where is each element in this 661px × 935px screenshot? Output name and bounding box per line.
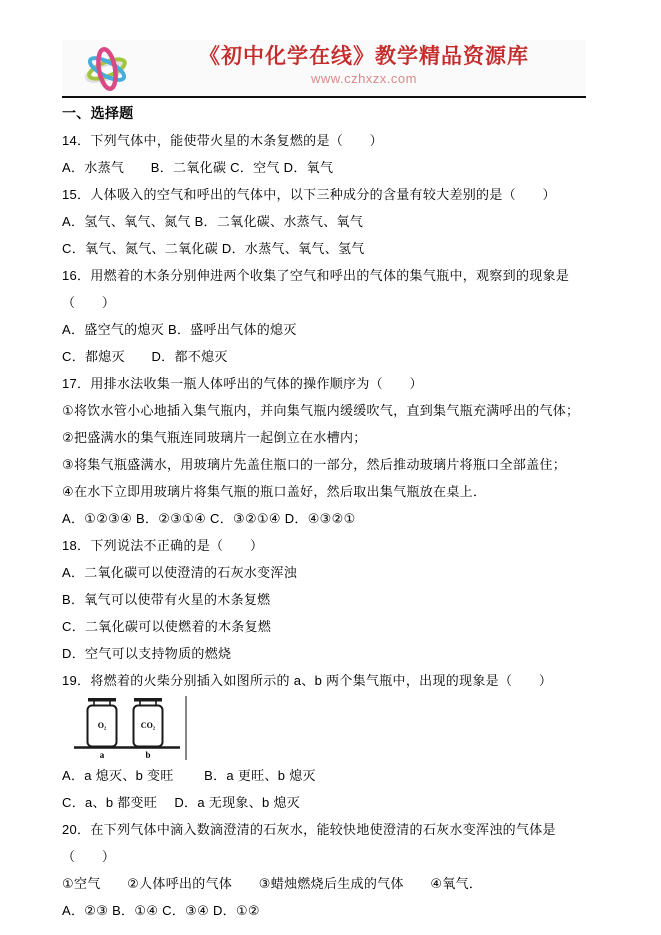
q17-step1: ①将饮水管小心地插入集气瓶内，并向集气瓶内缓缓吹气，直到集气瓶充满呼出的气体； (62, 403, 580, 418)
bottle-a (88, 698, 117, 747)
q17-step2: ②把盛满水的集气瓶连同玻璃片一起倒立在水槽内； (62, 430, 367, 445)
q17-options: A．①②③④ B．②③①④ C．③②①④ D．④③②① (62, 511, 356, 526)
bottle-a-label: O₂ (97, 721, 107, 730)
q17-step3: ③将集气瓶盛满水，用玻璃片先盖住瓶口的一部分，然后推动玻璃片将瓶口全部盖住； (62, 457, 567, 472)
atom-logo-icon (80, 43, 132, 95)
q15-options-ab: A．氢气、氧气、氮气 B．二氧化碳、水蒸气、氧气 (62, 214, 364, 229)
q20-items: ①空气 ②人体呼出的气体 ③蜡烛燃烧后生成的气体 ④氧气． (62, 876, 483, 891)
q19-options-cd: C．a、b 都变旺 D．a 无现象、b 熄灭 (62, 795, 301, 810)
q14-stem: 14．下列气体中，能使带火星的木条复燃的是（ ） (62, 133, 383, 148)
q19-stem: 19．将燃着的火柴分别插入如图所示的 a、b 两个集气瓶中，出现的现象是（ ） (62, 673, 553, 688)
bottle-b-lid (134, 698, 162, 702)
bottle-b-label: CO₂ (140, 721, 156, 730)
q15-options-cd: C．氧气、氮气、二氧化碳 D．水蒸气、氧气、氢气 (62, 241, 365, 256)
q16-options-ab: A．盛空气的熄灭 B．盛呼出气体的熄灭 (62, 322, 297, 337)
q17-stem: 17．用排水法收集一瓶人体呼出的气体的操作顺序为（ ） (62, 376, 423, 391)
gas-bottles-diagram (74, 695, 204, 761)
q16-stem: 16．用燃着的木条分别伸进两个收集了空气和呼出的气体的集气瓶中，观察到的现象是（ ） (62, 268, 570, 310)
masthead (162, 44, 566, 88)
q18-option-b: B．氧气可以使带有火星的木条复燃 (62, 592, 271, 607)
bottle-a-lid (88, 698, 116, 702)
q19-gas-bottles-figure (74, 695, 204, 761)
bottle-b (134, 698, 163, 747)
q20-stem: 20．在下列气体中滴入数滴澄清的石灰水，能较快地使澄清的石灰水变浑浊的气体是（ ） (62, 822, 556, 864)
section-heading: 一、选择题 (62, 105, 134, 121)
exam-content (62, 100, 602, 924)
q20-options: A．②③ B．①④ C．③④ D．①② (62, 903, 260, 918)
site-title: 《初中化学在线》教学精品资源库 (199, 45, 529, 68)
caption-a: a (99, 750, 105, 760)
q15-stem: 15．人体吸入的空气和呼出的气体中，以下三种成分的含量有较大差别的是（ ） (62, 187, 556, 202)
site-header (62, 40, 586, 98)
q18-option-c: C．二氧化碳可以使燃着的木条复燃 (62, 619, 272, 634)
q16-options-cd: C．都熄灭 D．都不熄灭 (62, 349, 228, 364)
q18-stem: 18．下列说法不正确的是（ ） (62, 538, 264, 553)
q14-options: A．水蒸气 B．二氧化碳 C．空气 D．氧气 (62, 160, 334, 175)
q18-option-a: A．二氧化碳可以使澄清的石灰水变浑浊 (62, 565, 298, 580)
caption-b: b (145, 750, 151, 760)
q19-options-ab: A．a 熄灭、b 变旺 B．a 更旺、b 熄灭 (62, 768, 316, 783)
site-url: www.czhxzx.com (311, 71, 417, 86)
q17-step4: ④在水下立即用玻璃片将集气瓶的瓶口盖好，然后取出集气瓶放在桌上． (62, 484, 487, 499)
q18-option-d: D．空气可以支持物质的燃烧 (62, 646, 232, 661)
